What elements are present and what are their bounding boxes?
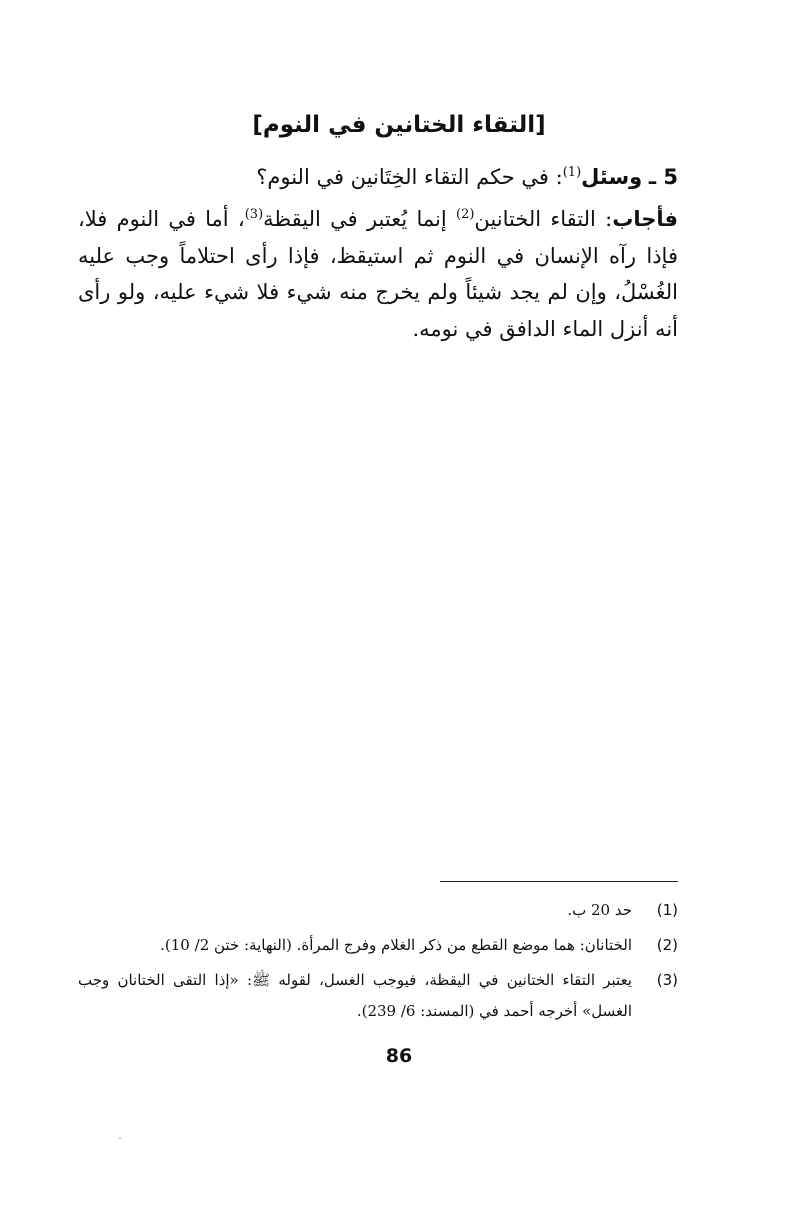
answer-text-part3: ، أما في النوم فلا، فإذا رآه الإنسان في النوم ثم استيقظ، فإذا رأى احتلاماً وجب عليه الغُسْلُ، وإن لم يجد شيئاً ولم يخرج منه شيء فلا شيء عليه، ولو رأى أنه أنزل الماء الدافق في نومه. bbox=[78, 207, 678, 341]
footnote-number: (2) bbox=[656, 936, 678, 954]
footnote-ref-1[interactable]: (1) bbox=[562, 165, 582, 180]
footnote-text: يعتبر التقاء الختانين في اليقظة، فيوجب الغسل، لقوله ﷺ: «إذا التقى الختانان وجب الغسل» أخرجه أحمد في (المسند: 6/ 239). bbox=[78, 971, 632, 1020]
footnote-ref-3[interactable]: (3) bbox=[244, 207, 264, 222]
footnote-text: الختانان: هما موضع القطع من ذكر الغلام وفرج المرأة. (النهاية: ختن 2/ 10). bbox=[160, 936, 632, 954]
footnote-item bbox=[78, 965, 678, 1027]
page-number: 86 bbox=[385, 1045, 413, 1067]
footnote-ref-2[interactable]: (2) bbox=[455, 207, 475, 222]
footnote-number: (3) bbox=[656, 971, 678, 989]
question-number: 5 ـ bbox=[648, 165, 678, 189]
footnote-text: حد 20 ب. bbox=[567, 901, 632, 919]
answer-paragraph bbox=[78, 201, 678, 347]
footnotes-list bbox=[78, 895, 678, 1031]
footnote-number: (1) bbox=[656, 901, 678, 919]
question-paragraph bbox=[118, 160, 678, 194]
question-label: وسئل bbox=[581, 165, 643, 189]
answer-text-part2: إنما يُعتبر في اليقظة bbox=[263, 207, 456, 231]
footnote-item bbox=[78, 930, 678, 961]
answer-text-part1: : التقاء الختانين bbox=[474, 207, 613, 231]
question-text: : في حكم التقاء الخِتَانين في النوم؟ bbox=[256, 165, 563, 189]
answer-label: فأجاب bbox=[612, 207, 678, 231]
footnote-divider bbox=[440, 881, 678, 882]
scan-speck bbox=[119, 1137, 121, 1139]
section-heading: [التقاء الختانين في النوم] bbox=[252, 112, 546, 138]
footnote-item bbox=[78, 895, 678, 926]
